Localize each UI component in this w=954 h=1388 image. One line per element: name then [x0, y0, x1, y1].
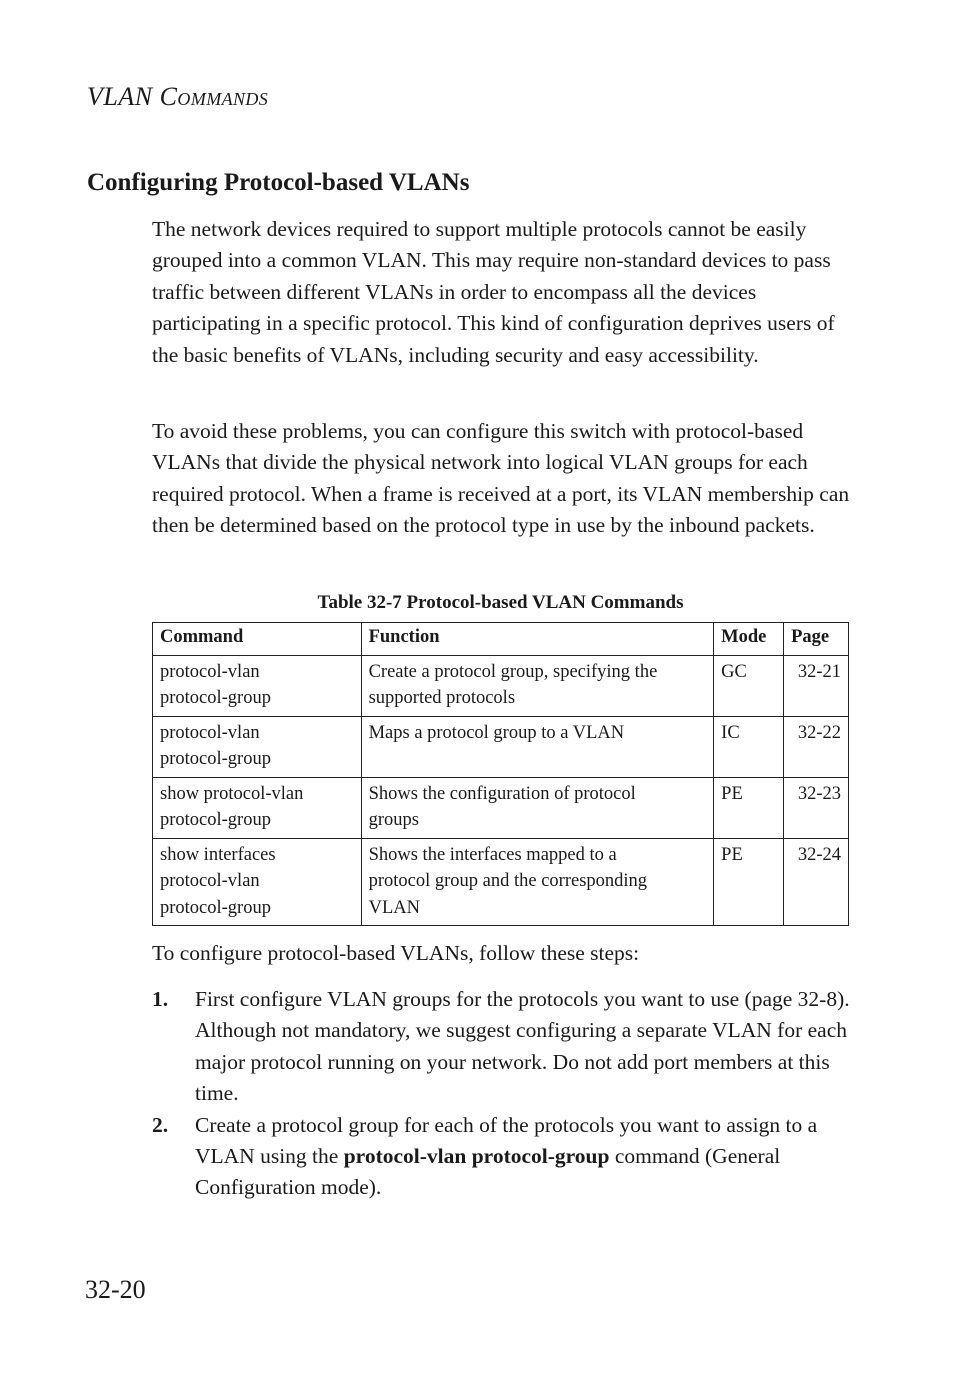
step-item [152, 984, 852, 1110]
header-mode: Mode [714, 623, 784, 656]
function-cell-line: Maps a protocol group to a VLAN [368, 722, 625, 743]
command-cell [153, 655, 362, 716]
mode-cell: PE [714, 838, 784, 926]
function-cell [361, 716, 714, 777]
command-cell [153, 838, 362, 926]
function-cell [361, 777, 714, 838]
step-number: 1. [152, 987, 169, 1011]
page-number: 32-20 [85, 1275, 146, 1304]
function-cell-line: Create a protocol group, specifying the [368, 661, 658, 682]
intro-paragraph: The network devices required to support multiple protocols cannot be easily grouped into a common VLAN. This may require non-standard devices to pass traffic between different VLANs in order to encompass all the devices participating in a specific protocol. This kind of configuration deprives users of the basic benefits of VLANs, including security and easy accessibility. [152, 217, 835, 367]
step-text-after: command (General Configuration mode). [195, 1144, 781, 1200]
header-command: Command [153, 623, 362, 656]
step-text: Create a protocol group for each of the protocols you want to assign to a VLAN using the [195, 1112, 818, 1169]
command-cell-line: protocol-vlan [160, 661, 260, 682]
solution-paragraph: To avoid these problems, you can configure this switch with protocol-based VLANs that divide the physical network into logical VLAN groups for each required protocol. When a frame is received at a port, its VLAN membership can then be determined based on the protocol type in use by the inbound packets. [152, 419, 850, 538]
page-cell: 32-23 [784, 777, 849, 838]
function-cell-line: supported protocols [368, 688, 516, 708]
mode-cell: PE [714, 777, 784, 838]
page-cell: 32-24 [784, 838, 849, 926]
table-row [153, 655, 849, 716]
function-cell-line: protocol group and the corresponding [368, 871, 648, 891]
command-cell-line: protocol-vlan [160, 871, 260, 891]
table-body [153, 655, 849, 926]
mode-cell: IC [714, 716, 784, 777]
steps-intro: To configure protocol-based VLANs, follow these steps: [152, 941, 640, 965]
function-cell [361, 655, 714, 716]
function-cell-line: Shows the configuration of protocol [368, 783, 636, 804]
header-function: Function [361, 623, 714, 656]
table-row [153, 716, 849, 777]
command-cell-line: protocol-vlan [160, 722, 260, 743]
commands-table [152, 622, 849, 926]
command-name: protocol-vlan protocol-group [343, 1144, 610, 1169]
mode-cell: GC [714, 655, 784, 716]
step-item [152, 1110, 852, 1204]
page-cell: 32-22 [784, 716, 849, 777]
step-text: First configure VLAN groups for the protocols you want to use (page 32-8). Although not mandatory, we suggest configuring a separate VLAN for each major protocol running on your network. Do not add port members at this time. [195, 987, 850, 1106]
function-cell-line: VLAN [368, 897, 420, 918]
running-header-rest: OMMANDS [177, 89, 269, 109]
running-header [87, 82, 268, 114]
function-cell-line: Shows the interfaces mapped to a [368, 844, 617, 865]
command-cell-line: protocol-group [160, 810, 271, 830]
command-cell-line: show interfaces [160, 844, 276, 865]
header-page: Page [784, 623, 849, 656]
command-cell-line: protocol-group [160, 688, 271, 708]
page-cell: 32-21 [784, 655, 849, 716]
command-cell-line: protocol-group [160, 897, 271, 918]
table-row [153, 838, 849, 926]
command-cell-line: protocol-group [160, 749, 271, 769]
table-caption: Table 32-7 Protocol-based VLAN Commands [317, 592, 684, 613]
command-cell [153, 777, 362, 838]
table-header-row [153, 623, 849, 656]
function-cell-line: groups [368, 810, 419, 830]
command-cell-line: show protocol-vlan [160, 783, 304, 804]
step-number: 2. [152, 1112, 169, 1137]
step-list [152, 984, 852, 1204]
function-cell [361, 838, 714, 926]
section-title: Configuring Protocol-based VLANs [87, 169, 470, 196]
running-header-prefix: VLAN C [87, 82, 178, 111]
command-cell [153, 716, 362, 777]
table-row [153, 777, 849, 838]
